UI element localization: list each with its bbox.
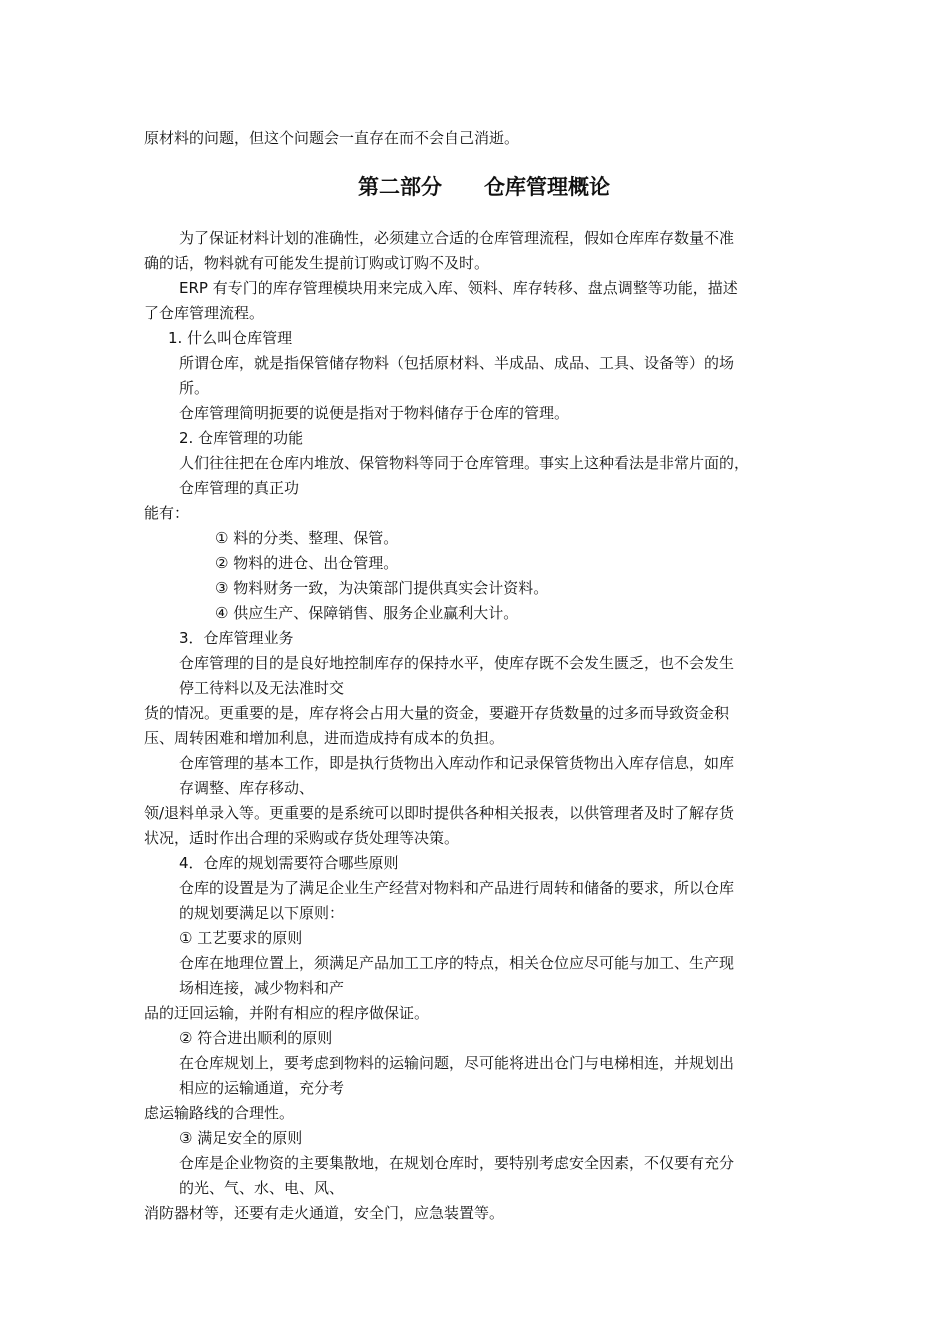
subheading-line: ② 符合进出顺利的原则 (179, 1029, 333, 1047)
paragraph-line: 仓库管理的基本工作，即是执行货物出入库动作和记录保管货物出入库存信息，如库 (179, 754, 735, 772)
section-title (358, 173, 610, 201)
paragraph-line: 相应的运输通道，充分考 (179, 1079, 345, 1097)
paragraph-line: 能有： (144, 504, 190, 522)
paragraph-line: 的规划要满足以下原则： (179, 904, 345, 922)
paragraph-line: 仓库的设置是为了满足企业生产经营对物料和产品进行周转和储备的要求，所以仓库 (179, 879, 735, 897)
paragraph-line: 货的情况。更重要的是，库存将会占用大量的资金，要避开存货数量的过多而导致资金积 (144, 704, 730, 722)
paragraph-line: 仓库管理的目的是良好地控制库存的保持水平，使库存既不会发生匮乏，也不会发生 (179, 654, 735, 672)
section-title-part: 第二部分 (358, 175, 442, 199)
paragraph-line: 为了保证材料计划的准确性，必须建立合适的仓库管理流程，假如仓库库存数量不准 (179, 229, 735, 247)
paragraph-line: 仓库管理简明扼要的说便是指对于物料储存于仓库的管理。 (179, 404, 570, 422)
section-title-topic: 仓库管理概论 (484, 175, 610, 199)
list-item: ③ 物料财务一致，为决策部门提供真实会计资料。 (215, 579, 549, 597)
paragraph-line: 的光、气、水、电、风、 (179, 1179, 345, 1197)
paragraph-line: 虑运输路线的合理性。 (144, 1104, 295, 1122)
subheading-line: ① 工艺要求的原则 (179, 929, 303, 947)
paragraph-line: 所谓仓库，就是指保管储存物料（包括原材料、半成品、成品、工具、设备等）的场 (179, 354, 735, 372)
subheading-line: ③ 满足安全的原则 (179, 1129, 303, 1147)
paragraph-line: 在仓库规划上，要考虑到物料的运输问题，尽可能将进出仓门与电梯相连，并规划出 (179, 1054, 735, 1072)
heading-line: 1. 什么叫仓库管理 (168, 329, 293, 347)
paragraph-line: 了仓库管理流程。 (144, 304, 265, 322)
paragraph-line: 状况，适时作出合理的采购或存货处理等决策。 (144, 829, 460, 847)
paragraph-line: 仓库是企业物资的主要集散地，在规划仓库时，要特别考虑安全因素，不仅要有充分 (179, 1154, 735, 1172)
paragraph-line: 压、周转困难和增加利息，进而造成持有成本的负担。 (144, 729, 505, 747)
heading-line: 4．仓库的规划需要符合哪些原则 (179, 854, 399, 872)
paragraph-line: 领/退料单录入等。更重要的是系统可以即时提供各种相关报表，以供管理者及时了解存货 (144, 804, 735, 822)
list-item: ② 物料的进仓、出仓管理。 (215, 554, 399, 572)
paragraph-line: 仓库管理的真正功 (179, 479, 300, 497)
list-item: ④ 供应生产、保障销售、服务企业赢利大计。 (215, 604, 519, 622)
heading-line: 3．仓库管理业务 (179, 629, 294, 647)
paragraph-line: 确的话，物料就有可能发生提前订购或订购不及时。 (144, 254, 490, 272)
paragraph-line: 仓库在地理位置上，须满足产品加工工序的特点，相关仓位应尽可能与加工、生产现 (179, 954, 735, 972)
paragraph-line: 所。 (179, 379, 210, 397)
paragraph-line: 消防器材等，还要有走火通道，安全门，应急装置等。 (144, 1204, 505, 1222)
paragraph-line: ERP 有专门的库存管理模块用来完成入库、领料、库存转移、盘点调整等功能，描述 (179, 279, 738, 297)
heading-line: 2. 仓库管理的功能 (179, 429, 304, 447)
paragraph-line: 品的迂回运输，并附有相应的程序做保证。 (144, 1004, 430, 1022)
paragraph-line: 原材料的问题，但这个问题会一直存在而不会自己消逝。 (144, 129, 520, 147)
paragraph-line: 人们往往把在仓库内堆放、保管物料等同于仓库管理。事实上这种看法是非常片面的， (179, 454, 750, 472)
paragraph-line: 场相连接，减少物料和产 (179, 979, 345, 997)
paragraph-line: 存调整、库存移动、 (179, 779, 315, 797)
paragraph-line: 停工待料以及无法准时交 (179, 679, 345, 697)
list-item: ① 料的分类、整理、保管。 (215, 529, 399, 547)
